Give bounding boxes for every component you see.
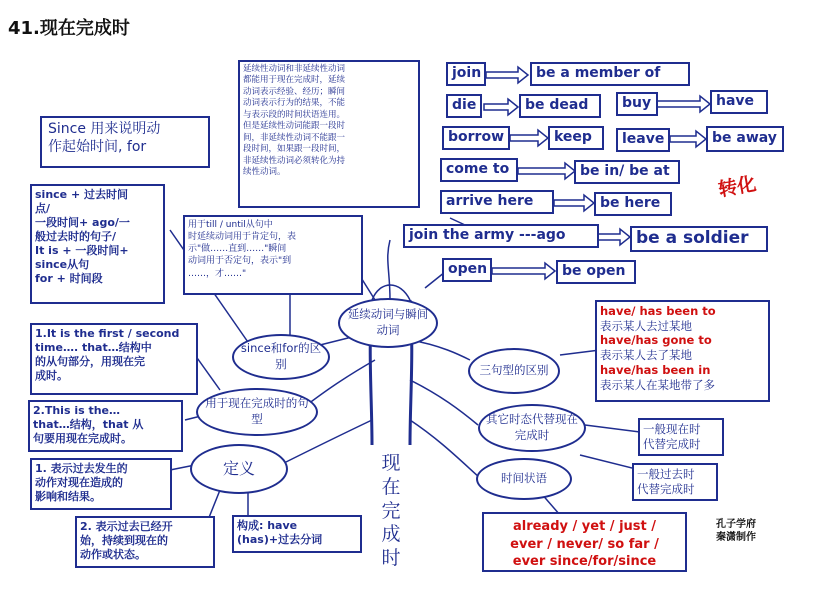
arrow-icon — [518, 163, 575, 179]
note-line: 句要用现在完成时。 — [33, 432, 132, 446]
conversion-to: be dead — [519, 94, 601, 118]
note-line: 一般现在时 — [643, 422, 701, 436]
branch-duration: 延续动词与瞬间动词 — [338, 298, 438, 348]
branch-line — [410, 340, 470, 360]
note-line: 但是延续性动词能跟一段时 — [243, 121, 346, 132]
note-line: Since 用来说明动 — [48, 121, 161, 137]
conversion-from: open — [442, 258, 492, 282]
conversion-to: be here — [594, 192, 672, 216]
arrow-icon — [598, 229, 630, 245]
note-line: 续性动词。 — [243, 167, 286, 178]
note-line: have/has gone to — [600, 333, 712, 348]
note-line: 1.It is the first / second — [35, 327, 180, 340]
note-line: 表示某人在某地带了多 — [600, 377, 715, 392]
conversion-from: die — [446, 94, 482, 118]
branch-alt-tenses: 其它时态代替现在完成时 — [478, 404, 586, 452]
first-second-note — [30, 323, 198, 395]
note-line: 构成: have — [237, 519, 298, 532]
note-line: 延续性动词和非延续性动词 — [243, 64, 346, 74]
arrow-icon — [492, 263, 555, 279]
conversion-to: have — [710, 90, 768, 114]
trunk-label — [379, 452, 403, 571]
verb-rules-note — [238, 60, 420, 208]
note-line: 段时间，如果跟一段时间， — [243, 144, 346, 155]
note-line: 作起始时间, for — [48, 138, 147, 155]
note-line: 动词表示经验、经历；瞬间 — [243, 86, 346, 97]
branch-line — [388, 240, 390, 300]
arrow-icon — [670, 131, 706, 147]
this-is-note — [28, 400, 183, 452]
branch-patterns: 用于现在完成时的句型 — [196, 388, 318, 436]
note-line: 1. 表示过去发生的 — [35, 462, 128, 475]
note-line: 一段时间+ ago/一 — [35, 216, 130, 230]
note-line: 间，非延续性动词不能跟一 — [243, 132, 346, 143]
connector-line — [585, 425, 640, 432]
till-until-note — [183, 215, 363, 295]
since-usage-note — [40, 116, 210, 168]
note-line: 一般过去时 — [637, 467, 695, 481]
arrow-icon — [510, 130, 548, 146]
note-line: 动词用于否定句，表示"到 — [188, 256, 292, 267]
note-line: ever since/for/since — [512, 554, 657, 570]
note-line: 都能用于现在完成时，延续 — [243, 75, 346, 86]
note-line: 动作或状态。 — [80, 548, 146, 562]
conversion-from: leave — [616, 128, 670, 152]
note-line: 示"做……直到……"瞬间 — [188, 244, 287, 255]
definition-2-note — [75, 516, 215, 568]
note-line: 成时。 — [35, 369, 68, 383]
note-line: have/has been in — [600, 362, 711, 377]
note-line: 代替完成时 — [643, 436, 701, 451]
note-line: ……，才……" — [188, 268, 247, 279]
note-line: since从句 — [35, 258, 90, 272]
note-line: 时延续动词用于肯定句，表 — [188, 232, 297, 243]
arrow-icon — [484, 99, 518, 115]
arrow-icon — [554, 195, 594, 211]
author-line: 秦潇制作 — [716, 532, 756, 543]
author-line: 孔子学府 — [716, 519, 756, 530]
conversion-from: join the army ---ago — [403, 224, 599, 248]
conversion-from: come to — [440, 158, 518, 182]
conversion-to: be in/ be at — [574, 160, 680, 184]
note-line: 非延续性动词必须转化为持 — [243, 155, 346, 166]
conversion-from: join — [446, 62, 486, 86]
branch-time-adverbials: 时间状语 — [476, 458, 572, 500]
note-line: ever / never/ so far / — [510, 536, 659, 552]
arrow-icon — [486, 67, 528, 83]
note-line: (has)+过去分词 — [237, 533, 323, 547]
connector-line — [195, 355, 220, 390]
trunk-char: 成 — [381, 523, 401, 546]
conversion-from: arrive here — [440, 190, 554, 214]
note-line: 动词表示行为的结果，不能 — [243, 98, 346, 109]
note-line: for + 时间段 — [35, 272, 103, 286]
trunk-char: 现 — [381, 452, 401, 474]
note-line: time…. that…结构中 — [35, 341, 152, 355]
conversion-to: be a member of — [530, 62, 690, 86]
note-line: 用于till / until从句中 — [188, 220, 273, 230]
conversion-to: be open — [556, 260, 636, 284]
trunk-char: 完 — [381, 499, 401, 522]
note-line: 影响和结果。 — [35, 490, 101, 504]
since-for-list — [30, 184, 165, 304]
trunk-char: 在 — [381, 475, 401, 498]
note-line: 般过去时的句子/ — [35, 230, 117, 244]
note-line: It is + 一段时间+ — [35, 244, 129, 258]
note-line: 始，持续到现在的 — [80, 534, 168, 548]
note-line: since + 过去时间 — [35, 188, 129, 201]
trunk-char: 时 — [381, 547, 401, 569]
note-line: 2.This is the… — [33, 404, 121, 417]
page-title: 41.现在完成时 — [8, 18, 130, 39]
definition-1-note — [30, 458, 172, 510]
note-line: that…结构，that 从 — [33, 418, 144, 432]
conversion-from: borrow — [442, 126, 510, 150]
note-line: already / yet / just / — [512, 519, 657, 534]
branch-definition: 定义 — [190, 444, 288, 494]
note-line: 动作对现在造成的 — [35, 476, 123, 490]
connector-line — [560, 350, 600, 355]
conversion-stamp: 转化 — [716, 172, 758, 202]
branch-three-patterns: 三句型的区别 — [468, 348, 560, 394]
conversion-to: keep — [548, 126, 604, 150]
time-words-note — [482, 512, 687, 572]
author-credit — [716, 518, 756, 544]
form-note — [232, 515, 362, 553]
conversion-from: buy — [616, 92, 658, 116]
conversion-to: be a soldier — [630, 226, 768, 252]
past-simple-note — [632, 463, 718, 501]
present-simple-note — [638, 418, 724, 456]
note-line: 2. 表示过去已经开 — [80, 520, 173, 533]
branch-since-for: since和for的区别 — [232, 334, 330, 380]
note-line: 表示某人去过某地 — [600, 318, 692, 333]
note-line: 代替完成时 — [637, 481, 695, 496]
note-line: 与表示段的时间状语连用。 — [243, 109, 346, 120]
note-line: 表示某人去了某地 — [600, 348, 692, 363]
conversion-to: be away — [706, 126, 784, 152]
note-line: 点/ — [35, 202, 51, 216]
branch-line — [410, 380, 478, 425]
have-been-note — [595, 300, 770, 402]
connector-line — [580, 455, 640, 470]
branch-line — [410, 420, 480, 478]
note-line: 的从句部分，用现在完 — [35, 355, 145, 369]
arrow-icon — [657, 96, 710, 112]
note-line: have/ has been to — [600, 304, 716, 318]
